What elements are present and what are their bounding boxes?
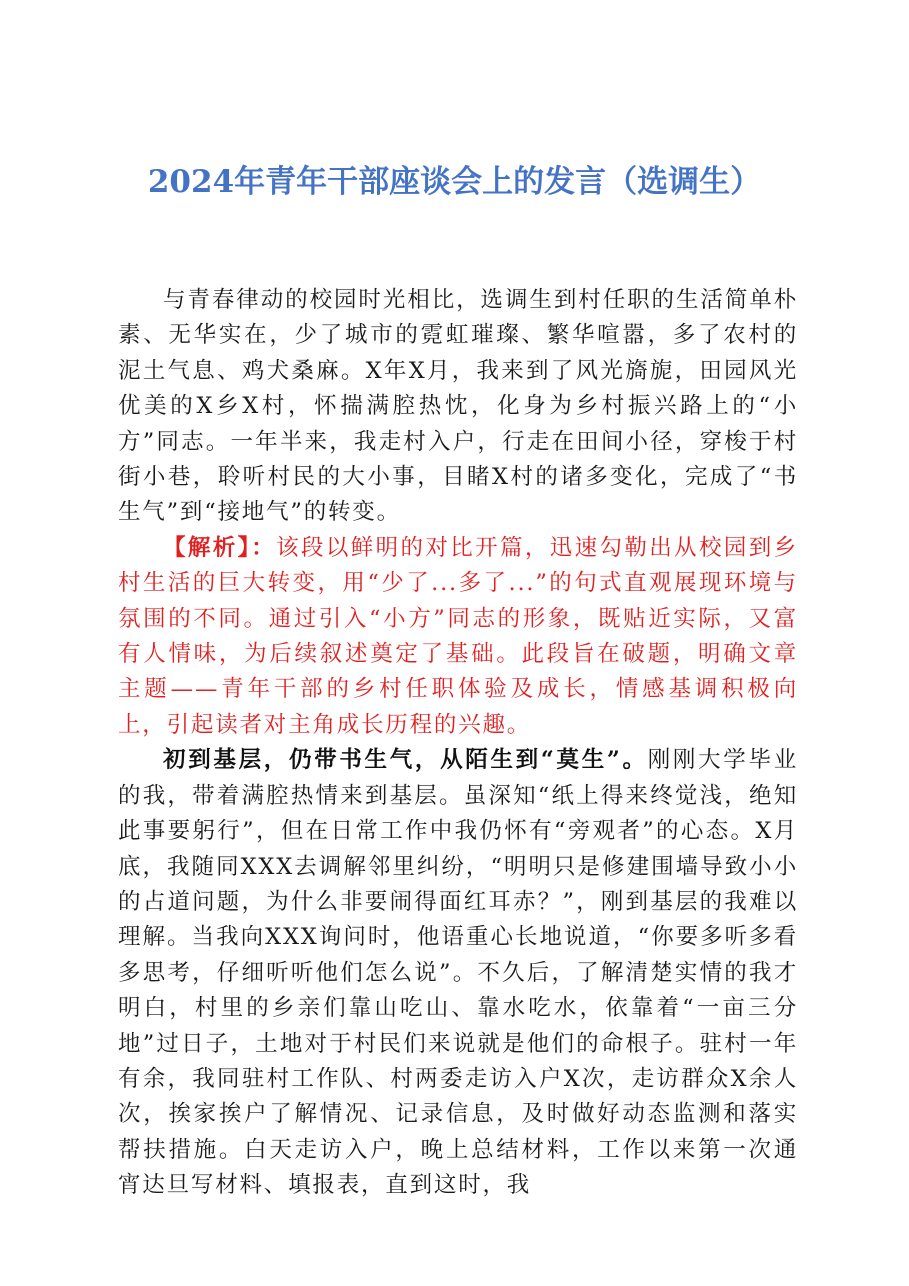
intro-paragraph: 与青春律动的校园时光相比，选调生到村任职的生活简单朴素、无华实在，少了城市的霓虹璀璨、繁华喧嚣，多了农村的泥土气息、鸡犬桑麻。X年X月，我来到了风光旖旎，田园风光优美的X乡X村，怀揣满腔热忱，化身为乡村振兴路上的“小方”同志。一年半来，我走村入户，行走在田间小径，穿梭于村街小巷，聆听村民的大小事，目睹X村的诸多变化，完成了“书生气”到“接地气”的转变。: [118, 287, 798, 526]
document-body: [118, 283, 798, 1204]
analysis-paragraph: [118, 531, 798, 743]
section-1-paragraph: [118, 743, 798, 1203]
analysis-text: 该段以鲜明的对比开篇，迅速勾勒出从校园到乡村生活的巨大转变，用“少了...多了...”的句式直观展现环境与氛围的不同。通过引入“小方”同志的形象，既贴近实际，又富有人情味，为后续叙述奠定了基础。此段旨在破题，明确文章主题——青年干部的乡村任职体验及成长，情感基调积极向上，引起读者对主角成长历程的兴趣。: [118, 534, 798, 738]
section-1-heading: 初到基层，仍带书生气，从陌生到“莫生”。: [163, 747, 648, 774]
section-1-text: 刚刚大学毕业的我，带着满腔热情来到基层。虽深知“纸上得来终觉浅，绝知此事要躬行”，但在日常工作中我仍怀有“旁观者”的心态。X月底，我随同XXX去调解邻里纠纷，“明明只是修建围墙导致小小的占道问题，为什么非要闹得面红耳赤？”，刚到基层的我难以理解。当我向XXX询问时，他语重心长地说道，“你要多听多看多思考，仔细听听他们怎么说”。不久后，了解清楚实情的我才明白，村里的乡亲们靠山吃山、靠水吃水，依靠着“一亩三分地”过日子，土地对于村民们来说就是他们的命根子。驻村一年有余，我同驻村工作队、村两委走访入户X次，走访群众X余人次，挨家挨户了解情况、记录信息，及时做好动态监测和落实帮扶措施。白天走访入户，晚上总结材料，工作以来第一次通宵达旦写材料、填报表，直到这时，我: [118, 747, 798, 1199]
document-title: 2024年青年干部座谈会上的发言（选调生）: [147, 164, 762, 200]
analysis-label: 【解析】：: [163, 534, 277, 561]
